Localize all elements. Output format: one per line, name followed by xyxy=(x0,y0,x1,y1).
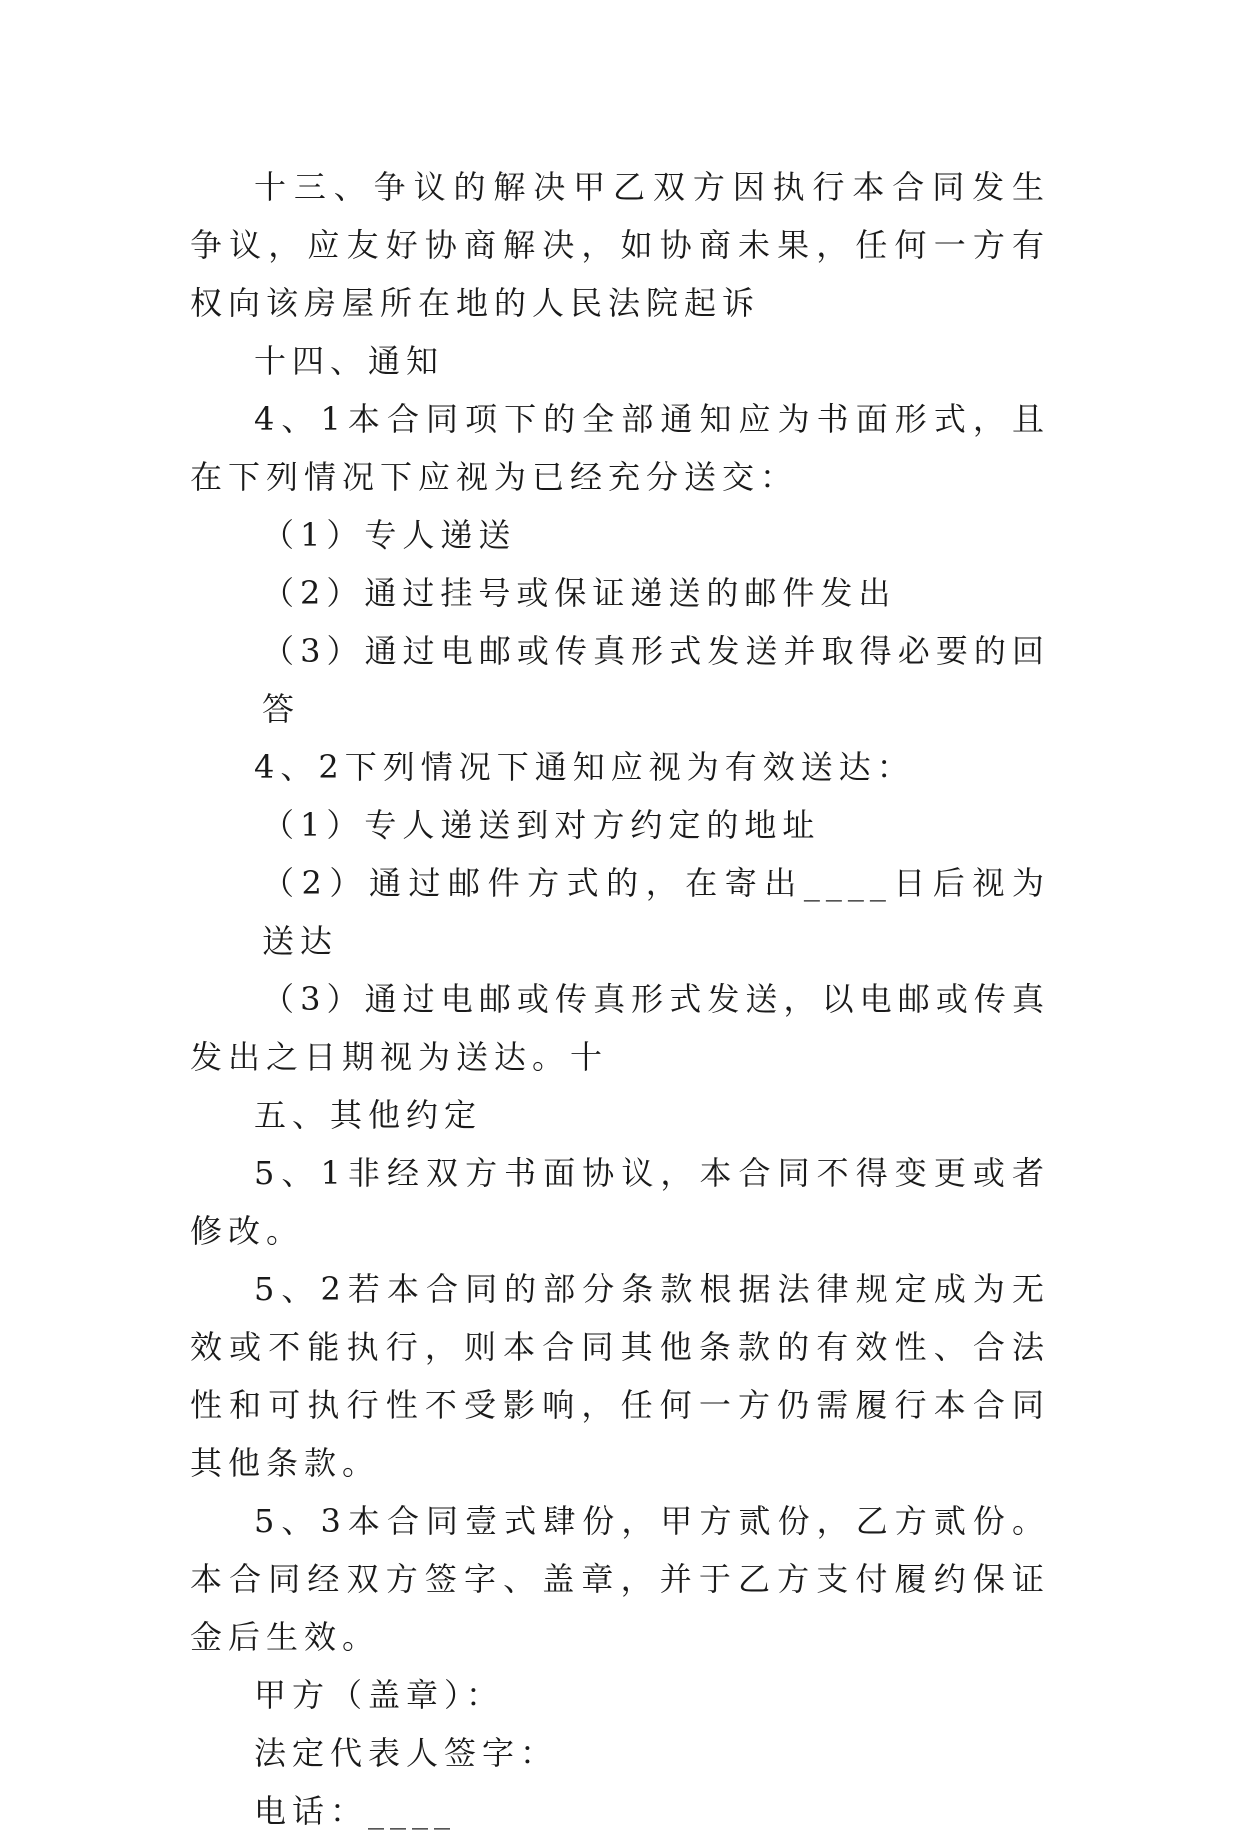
list-item: （3）通过电邮或传真形式发送并取得必要的回答 xyxy=(262,632,1050,728)
clause-14-heading: 十四、通知 xyxy=(254,342,445,380)
list-item: （1）专人递送到对方约定的地址 xyxy=(262,806,821,844)
clause-4-1: 4、1本合同项下的全部通知应为书面形式，且在下列情况下应视为已经充分送交： xyxy=(190,400,1050,496)
clause-5-1: 5、1非经双方书面协议，本合同不得变更或者修改。 xyxy=(190,1154,1050,1250)
clause-15-heading: 五、其他约定 xyxy=(254,1096,483,1134)
clause-5-2: 5、2若本合同的部分条款根据法律规定成为无效或不能执行，则本合同其他条款的有效性、合法性和可执行性不受影响，任何一方仍需履行本合同其他条款。 xyxy=(190,1270,1050,1482)
clause-5-3: 5、3本合同壹式肆份，甲方贰份，乙方贰份。本合同经双方签字、盖章，并于乙方支付履约保证金后生效。 xyxy=(190,1502,1050,1656)
phone-label: 电话：____ xyxy=(254,1792,457,1830)
clause-4-2: 4、2下列情况下通知应视为有效送达： xyxy=(254,748,915,786)
legal-representative-signature-label: 法定代表人签字： xyxy=(254,1734,559,1772)
list-item: （2）通过邮件方式的，在寄出____日后视为送达 xyxy=(262,864,1050,960)
list-item: （2）通过挂号或保证递送的邮件发出 xyxy=(262,574,897,612)
contract-body xyxy=(190,158,1050,1840)
clause-13-dispute-resolution: 十三、争议的解决甲乙双方因执行本合同发生争议，应友好协商解决，如协商未果，任何一方有权向该房屋所在地的人民法院起诉 xyxy=(190,168,1050,322)
list-item: （3）通过电邮或传真形式发送，以电邮或传真发出之日期视为送达。十 xyxy=(190,980,1050,1076)
list-item: （1）专人递送 xyxy=(262,516,517,554)
party-a-seal-label: 甲方（盖章）： xyxy=(254,1676,505,1714)
